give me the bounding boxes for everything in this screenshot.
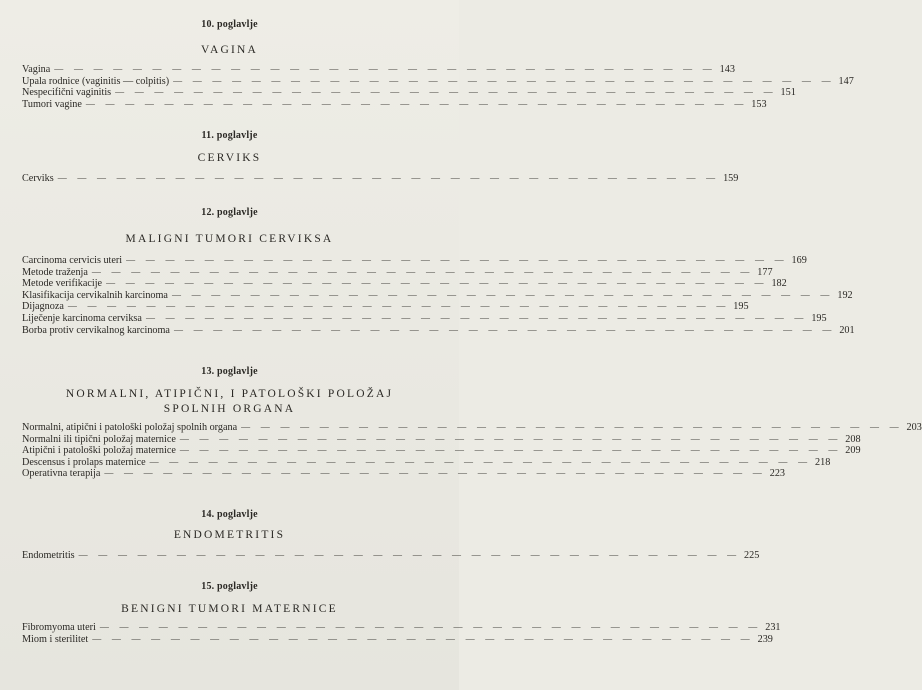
- toc-entry-page: 223: [769, 468, 786, 480]
- toc-entry-label: Normalni, atipični i patološki položaj spolnih organa: [22, 422, 238, 433]
- toc-list: [0, 173, 739, 185]
- toc-entry-label: Cerviks: [22, 173, 54, 184]
- chapter-11: [0, 130, 739, 185]
- dot-leader: — — — — — — — — — — — — — — — — — — — — — — — — — — — — — — — — — —: [57, 173, 720, 183]
- toc-entry[interactable]: [22, 445, 861, 457]
- chapter-10: [0, 19, 854, 110]
- toc-entry-label: Endometritis: [22, 550, 75, 561]
- toc-list: [0, 622, 781, 645]
- dot-leader: — — — — — — — — — — — — — — — — — — — — — — — — — — — — — — — — — —: [115, 87, 777, 98]
- dot-leader: — — — — — — — — — — — — — — — — — — — — — — — — — — — — — — — — — —: [106, 278, 768, 289]
- toc-entry-label: Liječenje karcinoma cerviksa: [22, 312, 142, 324]
- toc-entry-label: Nespecifični vaginitis: [22, 87, 112, 99]
- dot-leader: — — — — — — — — — — — — — — — — — — — — — — — — — — — — — — — — — —: [85, 98, 748, 109]
- toc-entry[interactable]: [22, 289, 853, 302]
- chapter-title: BENIGNI TUMORI MATERNICE: [121, 603, 338, 615]
- chapter-title-line-2: SPOLNIH ORGANA: [163, 403, 296, 415]
- toc-entry-page: 218: [815, 456, 831, 468]
- chapter-number: 12. poglavlje: [201, 207, 258, 218]
- chapter-title: VAGINA: [200, 44, 259, 56]
- chapter-14: [0, 509, 760, 562]
- dot-leader: — — — — — — — — — — — — — — — — — — — — — — — — — — — — — — — — — —: [104, 468, 767, 479]
- chapter-title: NORMALNI, ATIPIČNI, I PATOLOŠKI POLOŽAJ: [65, 388, 394, 400]
- toc-entry-label: Atipični i patološki položaj maternice: [22, 445, 176, 457]
- chapter-12: [0, 207, 855, 336]
- toc-entry-page: 151: [780, 87, 796, 99]
- toc-list: [0, 550, 760, 562]
- toc-entry[interactable]: [22, 433, 861, 446]
- toc-entry[interactable]: [22, 456, 831, 469]
- toc-entry[interactable]: [22, 75, 854, 88]
- dot-leader: — — — — — — — — — — — — — — — — — — — — — — — — — — — — — — — — — —: [179, 433, 842, 444]
- dot-leader: — — — — — — — — — — — — — — — — — — — — — — — — — — — — — — — — — —: [99, 622, 762, 632]
- toc-entry-label: Carcinoma cervicis uteri: [22, 255, 123, 266]
- chapter-title: ENDOMETRITIS: [173, 529, 286, 541]
- toc-entry[interactable]: [22, 87, 796, 99]
- toc-entry-page: 182: [771, 278, 787, 290]
- toc-entry-label: Borba protiv cervikalnog karcinoma: [22, 324, 170, 336]
- chapter-title: CERVIKS: [197, 152, 262, 164]
- dot-leader: — — — — — — — — — — — — — — — — — — — — — — — — — — — — — — — — — —: [92, 633, 754, 644]
- dot-leader: — — — — — — — — — — — — — — — — — — — — — — — — — — — — — — — — — —: [173, 75, 835, 86]
- chapter-number: 13. poglavlje: [201, 366, 258, 377]
- dot-leader: — — — — — — — — — — — — — — — — — — — — — — — — — — — — — — — — — —: [67, 301, 730, 312]
- chapter-number: 11. poglavlje: [201, 130, 258, 141]
- toc-entry-page: 147: [838, 75, 854, 87]
- dot-leader: — — — — — — — — — — — — — — — — — — — — — — — — — — — — — — — — — —: [78, 550, 741, 560]
- dot-leader: — — — — — — — — — — — — — — — — — — — — — — — — — — — — — — — — — —: [241, 422, 903, 432]
- toc-entry[interactable]: [22, 622, 781, 634]
- toc-entry[interactable]: [22, 278, 787, 290]
- toc-entry-label: Upala rodnice (vaginitis — colpitis): [22, 75, 170, 87]
- toc-entry-label: Operativna terapija: [22, 468, 101, 480]
- dot-leader: — — — — — — — — — — — — — — — — — — — — — — — — — — — — — — — — — —: [149, 456, 812, 467]
- toc-entry-label: Fibromyoma uteri: [22, 622, 96, 633]
- toc-entry-label: Tumori vagine: [22, 98, 82, 110]
- dot-leader: — — — — — — — — — — — — — — — — — — — — — — — — — — — — — — — — — —: [173, 324, 836, 335]
- toc-entry[interactable]: [22, 324, 855, 337]
- toc-entry[interactable]: [22, 422, 922, 434]
- toc-entry[interactable]: [22, 633, 773, 646]
- chapter-15: [0, 581, 781, 645]
- chapter-number: 10. poglavlje: [201, 19, 258, 30]
- toc-entry-page: 159: [723, 173, 739, 184]
- dot-leader: — — — — — — — — — — — — — — — — — — — — — — — — — — — — — — — — — —: [91, 266, 754, 277]
- toc-entry-page: 192: [837, 289, 853, 301]
- toc-entry[interactable]: [22, 468, 786, 480]
- toc-entry-page: 195: [733, 301, 749, 313]
- chapter-number: 15. poglavlje: [201, 581, 258, 592]
- toc-entry-page: 208: [845, 433, 861, 445]
- toc-entry-label: Miom i sterilitet: [22, 633, 89, 645]
- toc-entry-label: Metode verifikacije: [22, 278, 103, 290]
- toc-entry-page: 225: [744, 550, 760, 561]
- toc-entry-label: Descensus i prolaps maternice: [22, 456, 146, 468]
- toc-entry-page: 177: [757, 266, 773, 278]
- toc-entry[interactable]: [22, 173, 739, 185]
- toc-list: [0, 255, 855, 336]
- toc-entry[interactable]: [22, 266, 773, 279]
- toc-entry[interactable]: [22, 64, 735, 76]
- toc-entry[interactable]: [22, 550, 760, 562]
- toc-entry-label: Normalni ili tipični položaj maternice: [22, 433, 176, 445]
- toc-entry-page: 239: [757, 633, 773, 645]
- toc-entry-page: 153: [751, 98, 767, 110]
- toc-entry-page: 203: [906, 422, 922, 433]
- toc-entry-label: Metode traženja: [22, 266, 88, 278]
- toc-entry-page: 209: [845, 445, 861, 457]
- chapter-13: [0, 366, 922, 480]
- toc-entry-page: 201: [839, 324, 855, 336]
- toc-entry[interactable]: [22, 301, 749, 313]
- dot-leader: — — — — — — — — — — — — — — — — — — — — — — — — — — — — — — — — — —: [126, 255, 788, 265]
- toc-entry-label: Klasifikacija cervikalnih karcinoma: [22, 289, 168, 301]
- toc-entry-label: Vagina: [22, 64, 51, 75]
- toc-entry-page: 143: [719, 64, 735, 75]
- toc-entry-page: 231: [765, 622, 781, 633]
- dot-leader: — — — — — — — — — — — — — — — — — — — — — — — — — — — — — — — — — —: [179, 445, 842, 456]
- dot-leader: — — — — — — — — — — — — — — — — — — — — — — — — — — — — — — — — — —: [145, 312, 808, 323]
- toc-entry[interactable]: [22, 255, 807, 267]
- toc-entry[interactable]: [22, 98, 767, 111]
- chapter-number: 14. poglavlje: [201, 509, 258, 520]
- toc-entry-page: 169: [791, 255, 807, 266]
- dot-leader: — — — — — — — — — — — — — — — — — — — — — — — — — — — — — — — — — —: [171, 289, 834, 300]
- toc-list: [0, 64, 854, 110]
- toc-list: [0, 422, 922, 480]
- toc-entry-page: 195: [811, 312, 827, 324]
- toc-entry-label: Dijagnoza: [22, 301, 64, 313]
- chapter-title: MALIGNI TUMORI CERVIKSA: [125, 233, 334, 245]
- toc-entry[interactable]: [22, 312, 827, 325]
- dot-leader: — — — — — — — — — — — — — — — — — — — — — — — — — — — — — — — — — —: [54, 64, 716, 74]
